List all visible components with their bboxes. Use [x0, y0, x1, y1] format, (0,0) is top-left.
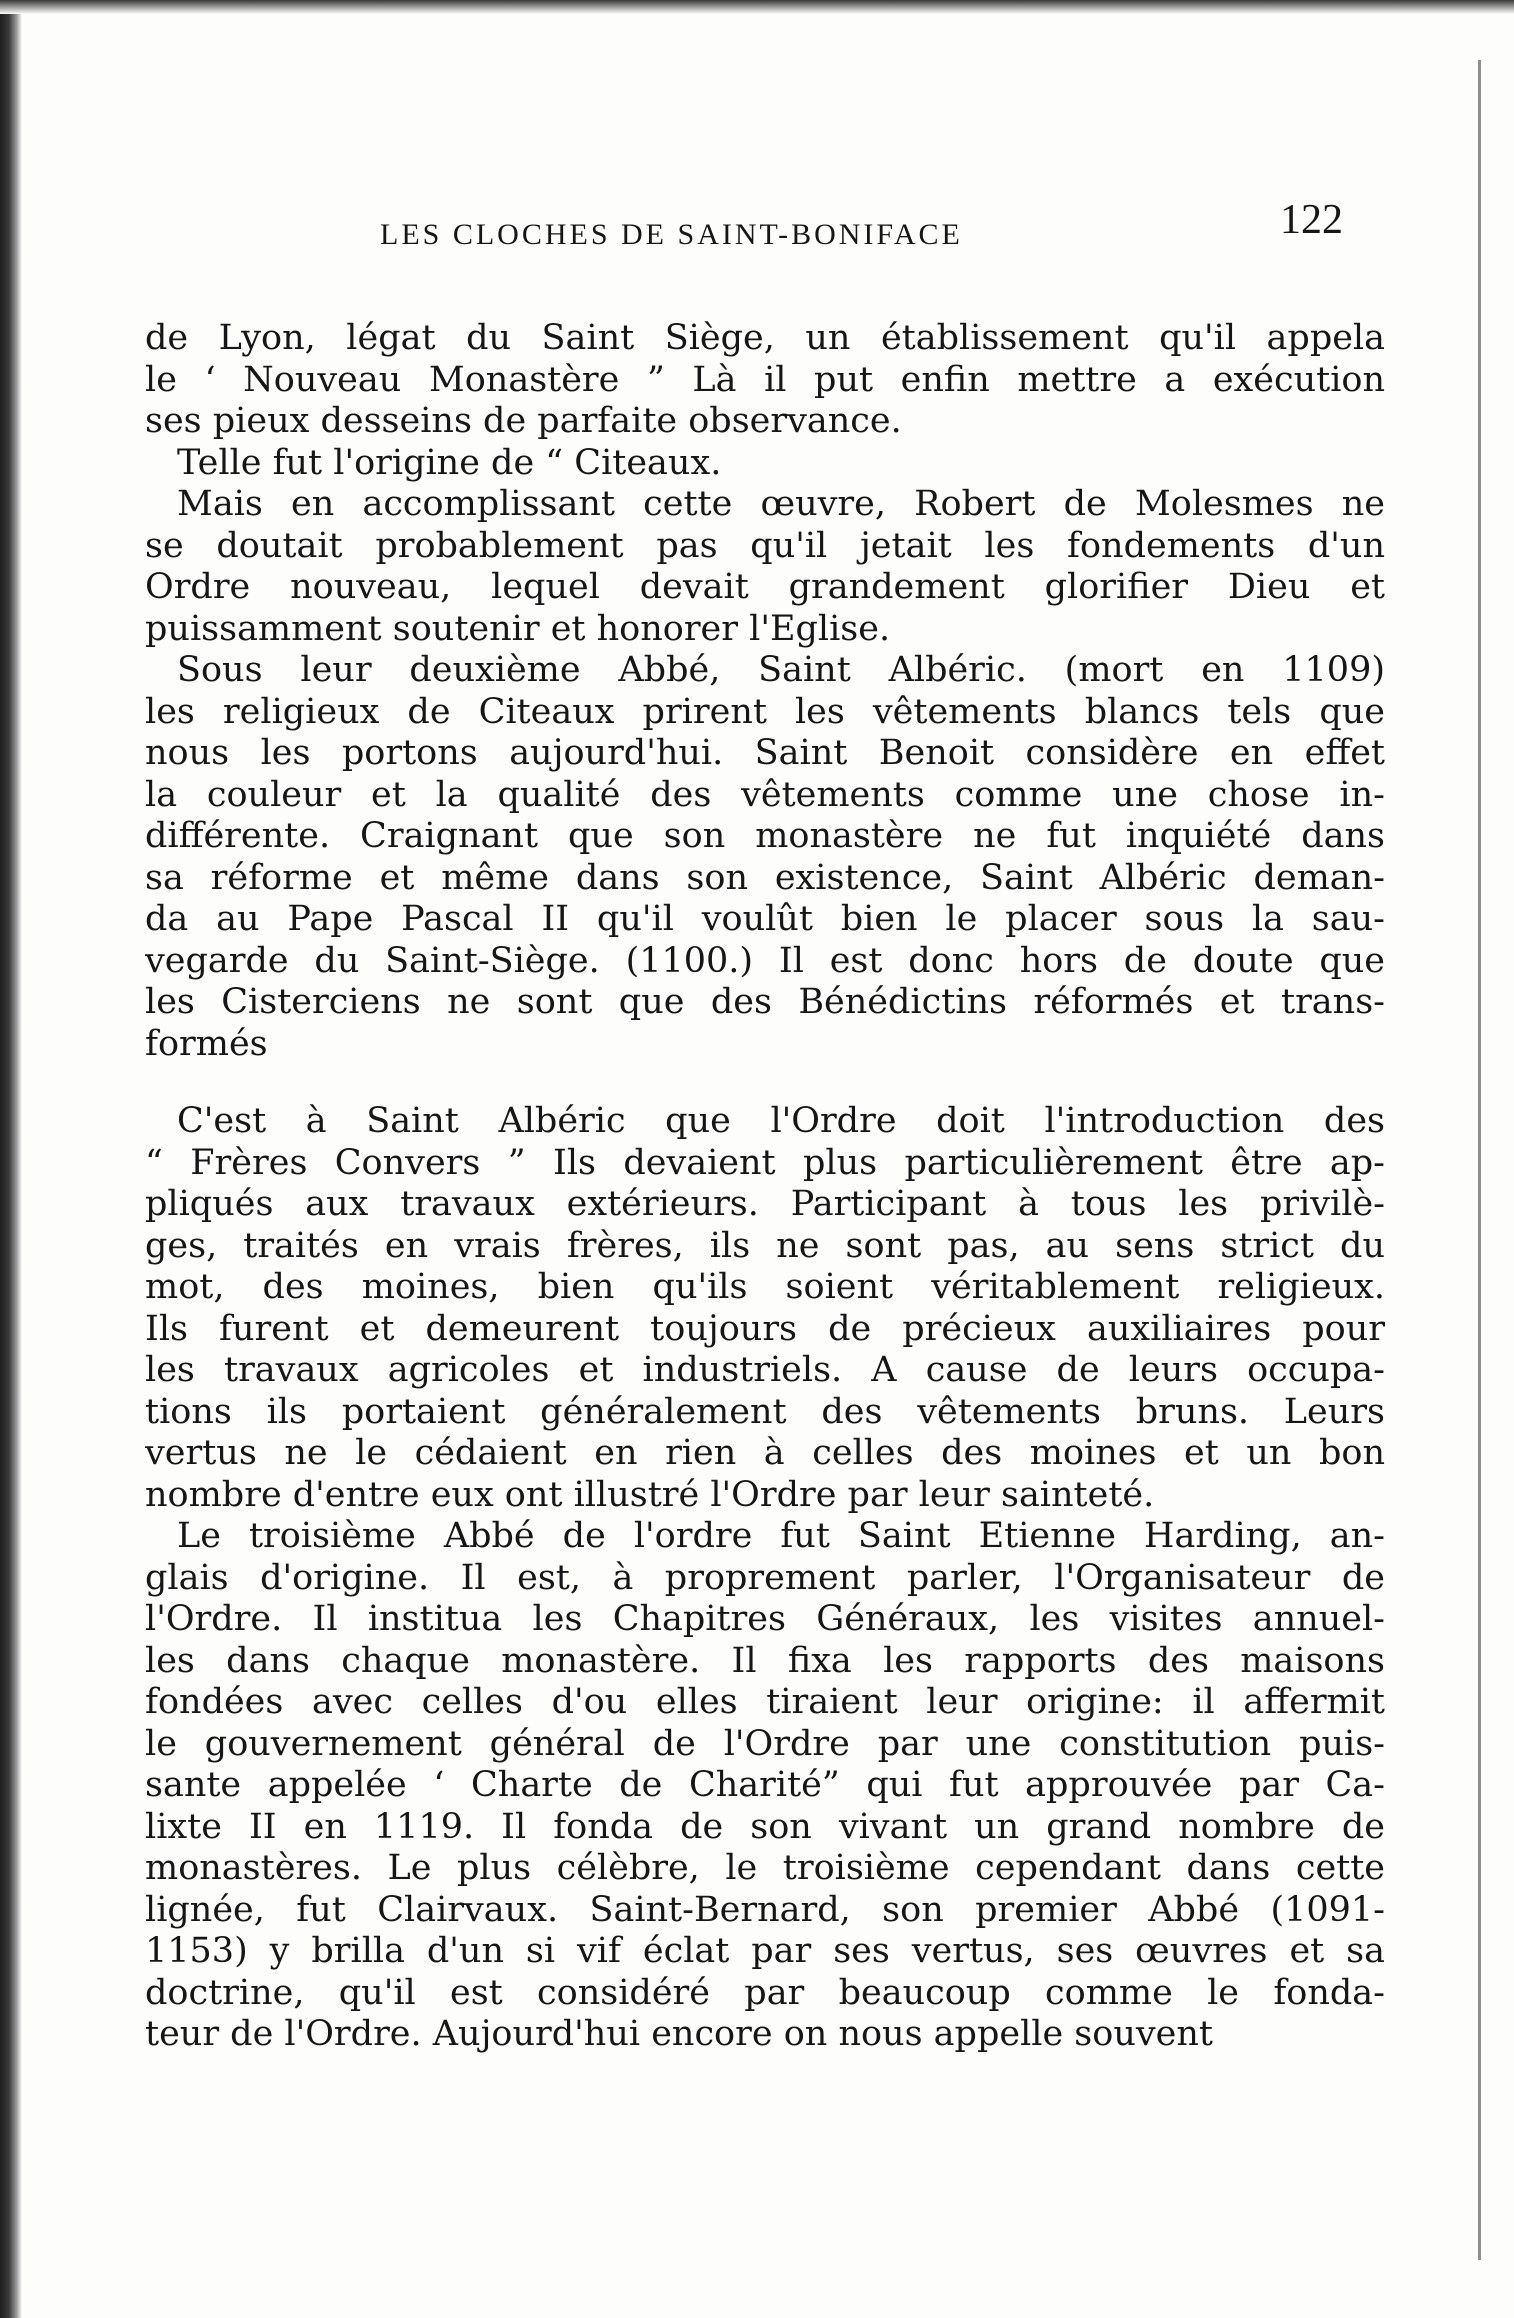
text-line: ges, traités en vrais frères, ils ne sont pas, au sens strict du [145, 1225, 1385, 1266]
text-line: doctrine, qu'il est considéré par beaucoup comme le fonda- [145, 1972, 1385, 2013]
text-line: Le troisième Abbé de l'ordre fut Saint Etienne Harding, an- [177, 1516, 1385, 1556]
text-line: lixte II en 1119. Il fonda de son vivant un grand nombre de [145, 1806, 1385, 1847]
text-line: 1153) y brilla d'un si vif éclat par ses vertus, ses œuvres et sa [145, 1931, 1385, 1971]
text-line: glais d'origine. Il est, à proprement parler, l'Organisateur de [145, 1557, 1385, 1598]
text-line: pliqués aux travaux extérieurs. Participant à tous les privilè- [145, 1184, 1385, 1224]
text-line: la couleur et la qualité des vêtements comme une chose in- [145, 774, 1385, 815]
text-line: formés [145, 1023, 268, 1064]
text-line: se doutait probablement pas qu'il jetait les fondements d'un [145, 525, 1385, 566]
text-line: Mais en accomplissant cette œuvre, Robert de Molesmes ne [177, 484, 1385, 524]
text-line: le gouvernement général de l'Ordre par une constitution puis- [145, 1723, 1385, 1764]
text-line: sante appelée ‘ Charte de Charité” qui fut approuvée par Ca- [145, 1765, 1385, 1805]
text-line: puissamment soutenir et honorer l'Eglise. [145, 608, 891, 649]
text-line: Telle fut l'origine de “ Citeaux. [177, 442, 722, 483]
paragraph-gap [145, 1065, 1385, 1101]
text-line: vegarde du Saint-Siège. (1100.) Il est donc hors de doute que [145, 940, 1385, 981]
text-line: mot, des moines, bien qu'ils soient véritablement religieux. [145, 1267, 1385, 1307]
text-line: les travaux agricoles et industriels. A cause de leurs occupa- [145, 1350, 1385, 1390]
text-line: ses pieux desseins de parfaite observance. [145, 401, 902, 441]
paragraph [145, 1516, 1385, 2056]
text-line: Ordre nouveau, lequel devait grandement glorifier Dieu et [145, 567, 1385, 607]
text-line: nombre d'entre eux ont illustré l'Ordre par leur sainteté. [145, 1474, 1155, 1515]
text-line: monastères. Le plus célèbre, le troisième cependant dans cette [145, 1848, 1385, 1888]
page-margin-rule [1478, 60, 1481, 2260]
paragraph [145, 318, 1385, 443]
paragraph [145, 1101, 1385, 1516]
page-number: 122 [1280, 197, 1343, 243]
text-line: C'est à Saint Albéric que l'Ordre doit l'introduction des [177, 1101, 1385, 1141]
text-line: da au Pape Pascal II qu'il voulût bien le placer sous la sau- [145, 899, 1385, 939]
text-line: tions ils portaient généralement des vêtements bruns. Leurs [145, 1391, 1385, 1432]
page-header [380, 197, 1380, 268]
text-line: Sous leur deuxième Abbé, Saint Albéric. (mort en 1109) [177, 650, 1385, 690]
paragraph [145, 650, 1385, 1065]
text-line: sa réforme et même dans son existence, Saint Albéric deman- [145, 857, 1385, 898]
text-line: de Lyon, légat du Saint Siège, un établissement qu'il appela [145, 318, 1385, 358]
text-line: fondées avec celles d'ou elles tiraient leur origine: il affermit [145, 1682, 1385, 1722]
paragraph [145, 484, 1385, 650]
text-line: nous les portons aujourd'hui. Saint Benoit considère en effet [145, 733, 1385, 773]
text-line: les Cisterciens ne sont que des Bénédictins réformés et trans- [145, 982, 1385, 1022]
body-text [145, 318, 1385, 2248]
text-line: différente. Craignant que son monastère ne fut inquiété dans [145, 816, 1385, 856]
running-title: LES CLOCHES DE SAINT-BONIFACE [380, 218, 963, 251]
text-line: Ils furent et demeurent toujours de précieux auxiliaires pour [145, 1308, 1385, 1349]
text-line: les dans chaque monastère. Il fixa les rapports des maisons [145, 1640, 1385, 1681]
text-line: les religieux de Citeaux prirent les vêtements blancs tels que [145, 691, 1385, 732]
text-line: teur de l'Ordre. Aujourd'hui encore on nous appelle souvent [145, 2014, 1213, 2054]
page-binding-shadow [0, 0, 22, 2318]
page-top-shadow [0, 0, 1514, 14]
paragraph [145, 443, 1385, 485]
text-line: le ‘ Nouveau Monastère ” Là il put enfin mettre a exécution [145, 359, 1385, 400]
text-line: lignée, fut Clairvaux. Saint-Bernard, son premier Abbé (1091- [145, 1889, 1385, 1930]
text-line: vertus ne le cédaient en rien à celles des moines et un bon [145, 1433, 1385, 1473]
text-line: “ Frères Convers ” Ils devaient plus particulièrement être ap- [145, 1142, 1385, 1183]
text-line: l'Ordre. Il institua les Chapitres Généraux, les visites annuel- [145, 1599, 1385, 1639]
